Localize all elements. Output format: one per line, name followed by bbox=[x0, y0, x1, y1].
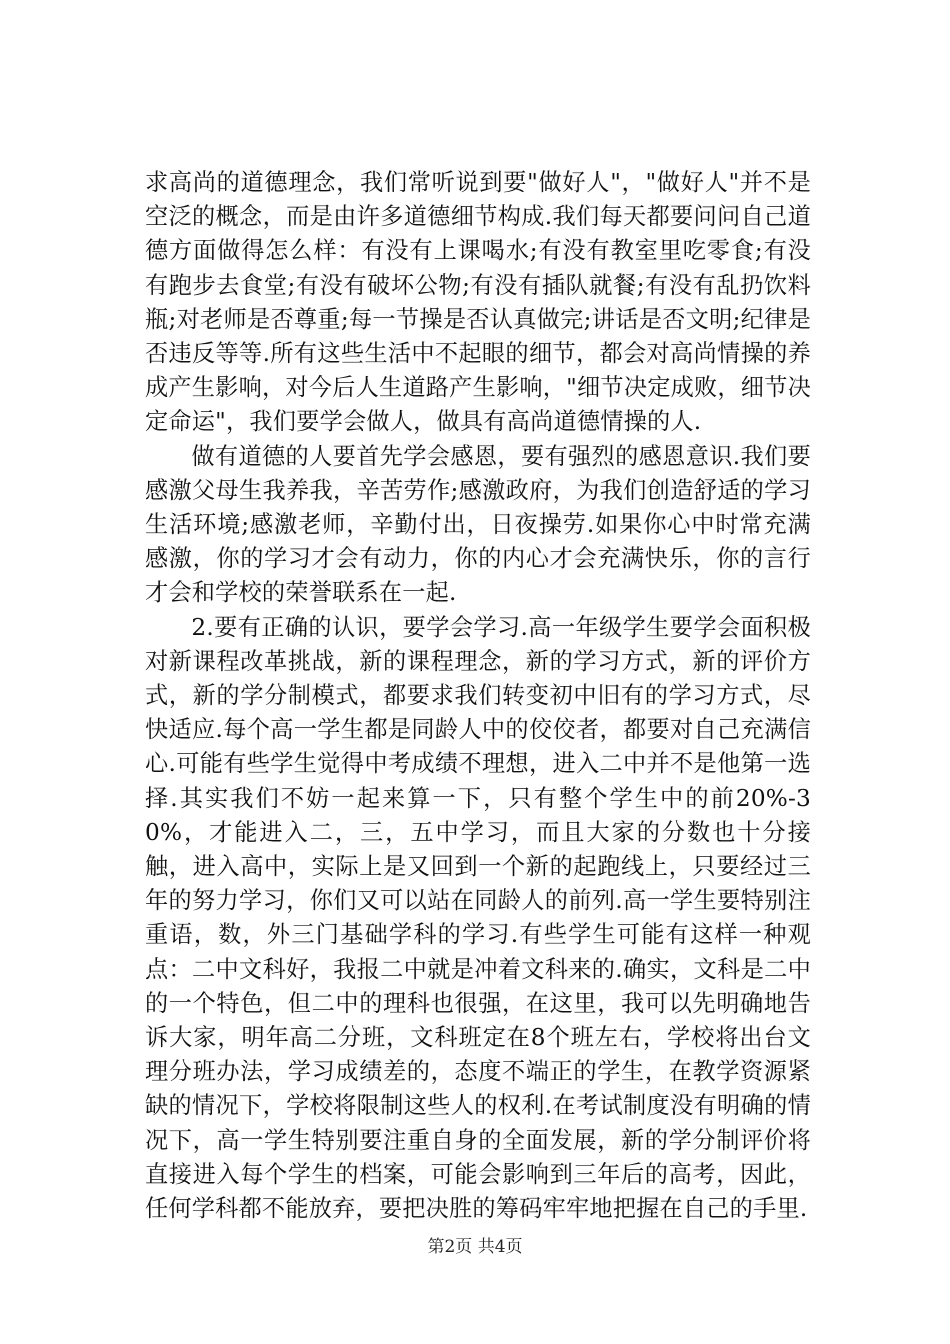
paragraph-learning: 2.要有正确的认识，要学会学习.高一年级学生要学会面积极对新课程改革挑战，新的课程理念，新的学习方式，新的评价方式，新的学分制模式，都要求我们转变初中旧有的学习方式，尽快适应.每个高一学生都是同龄人中的佼佼者，都要对自己充满信心.可能有些学生觉得中考成绩不理想，进入二中并不是他第一选择.其实我们不妨一起来算一下，只有整个学生中的前20%-30%，才能进入二，三，五中学习，而且大家的分数也十分接触，进入高中，实际上是又回到一个新的起跑线上，只要经过三年的努力学习，你们又可以站在同龄人的前列.高一学生要特别注重语，数，外三门基础学科的学习.有些学生可能有这样一种观点：二中文科好，我报二中就是冲着文科来的.确实，文科是二中的一个特色，但二中的理科也很强，在这里，我可以先明确地告诉大家，明年高二分班，文科班定在8个班左右，学校将出台文理分班办法，学习成绩差的，态度不端正的学生，在教学资源紧缺的情况下，学校将限制这些人的权利.在考试制度没有明确的情况下，高一学生特别要注重自身的全面发展，新的学分制评价将直接进入每个学生的档案，可能会影响到三年后的高考，因此，任何学科都不能放弃，要把决胜的筹码牢牢地把握在自己的手里. bbox=[145, 613, 811, 1223]
paragraph-gratitude: 做有道德的人要首先学会感恩，要有强烈的感恩意识.我们要感激父母生我养我，辛苦劳作;感激政府，为我们创造舒适的学习生活环境;感激老师，辛勤付出，日夜操劳.如果你心中时常充满感激，你的学习才会有动力，你的内心才会充满快乐，你的言行才会和学校的荣誉联系在一起. bbox=[145, 442, 811, 607]
page-number-footer: 第2页 共4页 bbox=[427, 1237, 523, 1257]
document-body bbox=[145, 166, 811, 1226]
paragraph-moral-details: 求高尚的道德理念，我们常听说到要"做好人"，"做好人"并不是空泛的概念，而是由许多道德细节构成.我们每天都要问问自己道德方面做得怎么样：有没有上课喝水;有没有教室里吃零食;有没有跑步去食堂;有没有破坏公物;有没有插队就餐;有没有乱扔饮料瓶;对老师是否尊重;每一节操是否认真做完;讲话是否文明;纪律是否违反等等.所有这些生活中不起眼的细节，都会对高尚情操的养成产生影响，对今后人生道路产生影响，"细节决定成败，细节决定命运"，我们要学会做人，做具有高尚道德情操的人. bbox=[145, 169, 811, 436]
